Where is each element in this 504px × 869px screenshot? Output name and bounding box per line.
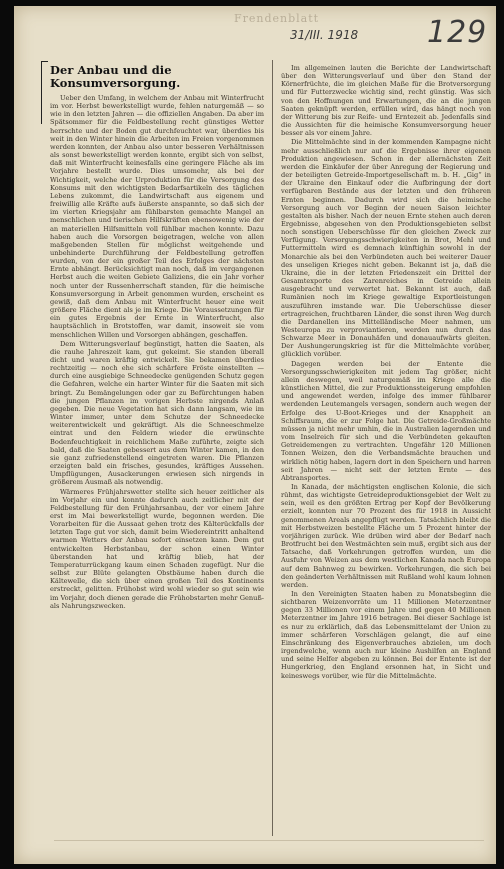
newspaper-clipping <box>14 6 496 864</box>
column-divider <box>272 60 273 836</box>
newspaper-name-stamp: Frendenblatt <box>234 12 320 25</box>
article-paragraph: Im allgemeinen lauten die Berichte der Landwirtschaft über den Witterungsverlauf und über den Stand der Körnerfrüchte, die im gleichen Maße für die Brotversorgung und für Futterzwecke wichtig sind, recht günstig. Was sich von den Hoffnungen und Erwartungen, die an die jungen Saaten geknüpft werden, erfüllen wird, das hängt noch von der Witterung bis zur Reife- und Erntezeit ab. Jedenfalls sind die Aussichten für die heimische Konsumversorgung heuer besser als vor einem Jahre. <box>281 64 491 138</box>
headline-frame-mark <box>41 61 48 124</box>
article-paragraph: Ueber den Umfang, in welchem der Anbau mit Winterfrucht im vor. Herbst bewerkstelligt wurde, fehlen naturgemäß — so wie in den letzten Jahren — die offiziellen Angaben. Da aber im Spätsommer für die Feldbestellung recht günstiges Wetter herrschte und der Boden gut durchfeuchtet war, überdies bis weit in den Winter hinein die Arbeiten im Freien vorgenommen werden konnten, der Anbau also unter besseren Verhältnissen als sonst bewerkstelligt werden konnte, ergibt sich von selbst, daß mit Winterfrucht keinesfalls eine geringere Fläche als im Vorjahre bestellt wurde. Dies umsomehr, als bei der Wichtigkeit, welche der Urproduktion für die Versorgung des Konsums mit den wichtigsten Bedarfsartikeln des täglichen Lebens zukommt, die Landwirtschaft aus eigenem und freiwillig alle Kräfte aufs äußerste anspannte, so daß sich der im vierten Kriegsjahr am fühlbarsten gemachte Mangel an menschlichen und tierischen Hilfskräften ebensowenig wie der an materiellen Hilfsmitteln voll fühlbar machen konnte. Dazu haben auch die Vorsorgen beigetragen, welche von allen maßgebenden Stellen für möglichst weitgehende und unbehinderte Durchführung der Feldbestellung getroffen wurden, von der ein großer Teil des Erfolges der nächsten Ernte abhängt. Berücksichtigt man noch, daß im vergangenen Herbst auch die weiten Gebiete Galiziens, die ein Jahr vorher noch unter der Russenherrschaft standen, für die heimische Konsumversorgung in Arbeit genommen wurden, erscheint es gewiß, daß dem Anbau mit Winterfrucht heuer eine weit größere Fläche dient als je im Kriege. Die Voraussetzungen für ein gutes Ergebnis der Ernte in Winterfrucht, also hauptsächlich in Brotstoffen, war damit, insoweit sie vom menschlichen Willen und Vorsorgen abhängen, geschaffen. <box>50 94 264 339</box>
article-paragraph: Die Mittelmächte sind in der kommenden Kampagne nicht mehr ausschließlich nur auf die Ergebnisse ihrer eigenen Produktion angewiesen. Schon in der allernächsten Zeit werden die Einkäufer der über Anregung der Regierung und der beteiligten Getreide-Importgesellschaft m. b. H. „Gig“ in der Ukraine den Einkauf oder die Aufbringung der dort verfügbaren Bestände aus der letzten und den früheren Ernten beginnen. Dadurch wird sich die heimische Versorgung auch vor Beginn der neuen Saison leichter gestalten als bisher. Nach der neuen Ernte stehen auch deren Ergebnisse, abgesehen von den Produktionsgebieten selbst noch sonstigen Ueberschüsse für den gleichen Zweck zur Verfügung. Versorgungsschwierigkeiten in Brot, Mehl und Futtermitteln wird es demnach künftighin sowohl in der Monarchie als bei den Verbündeten auch bei weiterer Dauer des unseligen Krieges nicht geben. Bekannt ist ja, daß die Ukraine, die in der letzten Friedenszeit ein Drittel der Gesamtexporte des Zarenreiches in Getreide allein ausgebracht und verwertet hat. Bekannt ist auch, daß Rumänien noch im Kriege gewaltige Exportleistungen auszuführen imstande war. Die Ueberschüsse dieser ertragreichen, fruchtbaren Länder, die sonst ihren Weg durch die Dardanellen ins Mittelländische Meer nahmen, um Westeuropa zu verproviantieren, werden nun durch das Schwarze Meer in Donauhäfen und donauaufwärts gleiten. Der Aushungerungskrieg ist für die Mittelmächte vorüber, glücklich vorüber. <box>281 138 491 359</box>
article-column-right <box>281 64 491 836</box>
article-paragraph: In Kanada, der mächtigsten englischen Kolonie, die sich rühmt, das wichtigste Getreideproduktionsgebiet der Welt zu sein, weil es den größten Ertrag per Kopf der Bevölkerung erzielt, konnten nur 70 Prozent des für 1918 in Aussicht genommenen Areals angepflügt werden. Tatsächlich bleibt die mit Herbstweizen bestellte Fläche um 5 Prozent hinter der vorjährigen zurück. Wie drüben wird aber der Bedarf nach Brotfrucht bei den Westmächten sein muß, ergibt sich aus der Tatsache, daß Vorkehrungen getroffen wurden, um die Ausfuhr von Weizen aus dem westlichen Kanada nach Europa auf dem Bahnweg zu bewirken. Vorkehrungen, die sich bei den geänderten Verhältnissen mit Rußland wohl kaum lohnen werden. <box>281 482 491 589</box>
bottom-rule <box>54 840 484 841</box>
handwritten-date: 31/III. 1918 <box>290 28 359 42</box>
article-paragraph: In den Vereinigten Staaten haben zu Monatsbeginn die sichtbaren Weizenvorräte um 11 Millionen Meterzentner gegen 33 Millionen vor einem Jahre und gegen 40 Millionen Meterzentner im Jahre 1916 betragen. Bei dieser Sachlage ist es nur zu erklärlich, daß das Lebensmittelamt der Union zu immer schärferen Vorschlägen gelangt, die auf eine Einschränkung des Eigenverbrauches abzielen, um doch irgendwelche, wenn auch nur kleine Aushilfen an England und seine Helfer abgeben zu können. Bei der Entente ist der Hungerkrieg, den England ersonnen hat, in Sicht und keineswegs vorüber, wie für die Mittelmächte. <box>281 590 491 680</box>
article-column-left <box>50 64 264 834</box>
handwritten-archive-number: 129 <box>427 15 488 50</box>
article-paragraph: Dem Witterungsverlauf begünstigt, hatten die Saaten, als die rauhe Jahreszeit kam, gut gekeimt. Sie standen überall dicht und waren kräftig entwickelt. Sie bekamen überdies rechtzeitig — noch ehe sich schärfere Fröste einstellten — durch eine ausgiebige Schneedecke genügenden Schutz gegen die Gefahren, welche ein harter Winter für die Saaten mit sich bringt. Zu Bemängelungen oder gar zu Befürchtungen haben die jungen Pflanzen im vorigen Herbste nirgends Anlaß gegeben. Die neue Vegetation hat sich dann langsam, wie im Winter immer, unter dem Schutze der Schneedecke weiterentwickelt und gekräftigt. Als die Schneeschmelze eintrat und den Feldern wieder die erwünschte Bodenfeuchtigkeit in reichlichem Maße zuführte, zeigte sich bald, daß die Saaten gebessert aus dem Winter kamen, in den sie ganz zufriedenstellend eingetreten waren. Die Pflanzen erzeigten bald ein frisches, gesundes, kräftiges Aussehen. Umpflügungen, Ausackerungen erwiesen sich nirgends in größerem Ausmaß als notwendig. <box>50 339 264 487</box>
article-headline: Der Anbau und die Konsumversorgung. <box>50 64 181 90</box>
article-paragraph: Wärmeres Frühjahrswetter stellte sich heuer zeitlicher als im Vorjahr ein und konnte dadurch auch zeitlicher mit der Feldbestellung für den Frühjahrsanbau, der vor einem Jahre erst im Mai bewerkstelligt wurde, begonnen werden. Die Vorarbeiten für die Aussaat gehen trotz des Kälterückfalls der letzten Tage gut vor sich, damit beim Wiedereintritt anhaltend warmen Wetters der Anbau sofort einsetzen kann. Dem gut entwickelten Herbstanbau, der schon einen Winter überstanden hat und kräftig blieb, hat der Temperaturrückgang kaum einen Schaden zugefügt. Nur die selbst zur Blüte gelangten Obstbäume haben durch die Kältewelle, die sich über einen großen Teil des Kontinents erstreckt, gelitten. Frühobst wird wohl wieder so gut sein wie im Vorjahr, doch dienen gerade die Frühobstarten mehr Genuß- als Nahrungszwecken. <box>50 487 264 610</box>
article-paragraph: Dagegen werden bei der Entente die Versorgungsschwierigkeiten mit jedem Tag größer, nicht allein deswegen, weil naturgemäß im Kriege alle die künstlichen Mittel, die zur Produktionssteigerung empfohlen und angewendet werden, infolge des immer fühlbarer werdenden Leutemangels versagen, sondern auch wegen der Erfolge des U-Boot-Krieges und der Knappheit an Schiffsraum, die er zur Folge hat. Die Getreide-Großmächte müssen ja nicht mehr umhin, die in Australien lagernden und vom Inselreich für sich und die Verbündeten gekauften Getreidemengen zu vertrachten. Ungefähr 120 Millionen Tonnen Weizen, den die Verbandsmächte brauchen und wirklich nötig haben, lagern dort in den Speichern und harren seit Jahren — nicht seit der letzten Ernte — des Abtransportes. <box>281 359 491 482</box>
